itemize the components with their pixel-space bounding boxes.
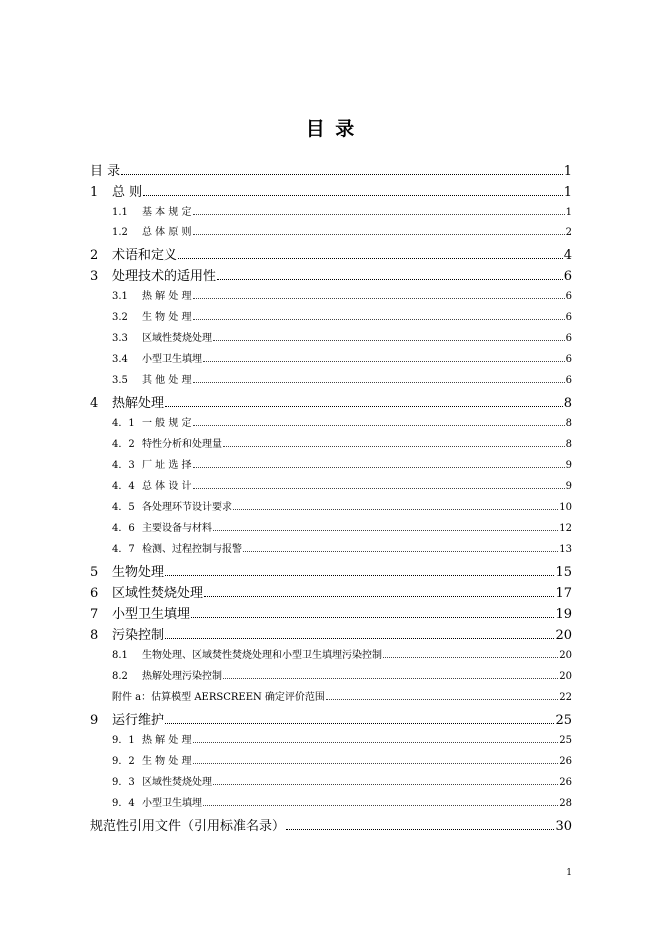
toc-entry-number: 4 [90, 396, 99, 411]
toc-entry [112, 329, 572, 345]
toc-entry-title: 生物处理、区域焚性焚烧处理和小型卫生填埋污染控制 [142, 650, 382, 661]
toc-entry-title: 区域性焚烧处理 [142, 777, 212, 788]
toc-entry-title: 区域性焚烧处理 [142, 333, 212, 344]
toc-entry-title: 规范性引用文件（引用标准名录） [90, 819, 286, 834]
toc-dot-leader [193, 318, 565, 320]
toc-entry-page: 26 [559, 756, 572, 767]
toc-entry-title: 主要设备与材料 [142, 523, 212, 534]
toc-entry [112, 773, 572, 789]
toc-entry-title: 运行维护 [112, 713, 165, 728]
toc-entry-title: 热 解 处 理 [142, 291, 192, 302]
toc-entry [112, 794, 572, 810]
toc-entry [112, 519, 572, 535]
toc-entry [112, 371, 572, 387]
toc-entry-title: 污染控制 [112, 628, 165, 643]
toc-entry [90, 244, 572, 264]
toc-entry-title: 生 物 处 理 [142, 312, 192, 323]
toc-entry-page: 1 [565, 207, 572, 218]
toc-entry-number: 2 [90, 248, 99, 263]
toc-entry-title: 热 解 处 理 [142, 735, 192, 746]
toc-entry [90, 815, 572, 835]
toc-entry-page: 8 [565, 439, 572, 450]
toc-dot-leader [243, 550, 558, 552]
toc-entry-number: 3.2 [112, 312, 128, 323]
toc-entry-title: 检测、过程控制与报警 [142, 544, 242, 555]
toc-dot-leader [193, 424, 565, 426]
toc-dot-leader [193, 741, 559, 743]
toc-entry-title: 处理技术的适用性 [112, 269, 217, 284]
toc-entry-page: 19 [555, 607, 572, 622]
toc-entry-page: 25 [555, 713, 572, 728]
toc-entry-number: 5 [90, 565, 99, 580]
toc-entry-page: 17 [555, 586, 572, 601]
toc-entry-number: 3.5 [112, 375, 128, 386]
toc-entry-number: 1.2 [112, 227, 128, 238]
toc-entry-title: 生 物 处 理 [142, 756, 192, 767]
toc-entry-number: 9．4 [112, 798, 135, 809]
toc-dot-leader [193, 466, 565, 468]
toc-dot-leader [213, 783, 558, 785]
toc-entry-title: 总 则 [112, 185, 143, 200]
toc-entry-title: 一 般 规 定 [142, 418, 192, 429]
toc-dot-leader [204, 595, 554, 597]
toc-entry-number: 4．1 [112, 418, 135, 429]
toc-entry-number: 3 [90, 269, 99, 284]
toc-entry [112, 308, 572, 324]
toc-entry-title: 小型卫生填埋 [112, 607, 191, 622]
toc-entry-number: 9．3 [112, 777, 135, 788]
toc-dot-leader [193, 487, 565, 489]
toc-entry-page: 9 [565, 481, 572, 492]
toc-entry-number: 4．6 [112, 523, 135, 534]
toc-entry-page: 9 [565, 460, 572, 471]
toc-entry [112, 435, 572, 451]
toc-entry-page: 26 [559, 777, 572, 788]
toc-entry-page: 1 [563, 185, 572, 200]
toc-entry-title: 小型卫生填埋 [142, 798, 202, 809]
toc-entry-title: 小型卫生填埋 [142, 354, 202, 365]
toc-entry [112, 498, 572, 514]
toc-entry-number: 1 [90, 185, 99, 200]
toc-entry-page: 6 [565, 375, 572, 386]
toc-dot-leader [178, 257, 563, 259]
toc-dot-leader [193, 297, 565, 299]
toc-entry-number: 9．1 [112, 735, 135, 746]
page-title: 目 录 [305, 118, 357, 140]
toc-entry-title: 总 体 原 则 [142, 227, 192, 238]
toc-entry [112, 223, 572, 239]
toc-dot-leader [223, 677, 558, 679]
toc-entry [90, 392, 572, 412]
toc-dot-leader [165, 405, 563, 407]
toc-entry-page: 22 [559, 692, 572, 703]
toc-entry [90, 561, 572, 581]
toc-entry [112, 731, 572, 747]
toc-dot-leader [121, 173, 563, 175]
toc-entry [112, 414, 572, 430]
toc-entry-page: 6 [565, 333, 572, 344]
toc-dot-leader [165, 574, 554, 576]
toc-dot-leader [143, 194, 563, 196]
toc-entry [112, 646, 572, 662]
toc-entry-page: 8 [563, 396, 572, 411]
toc-entry-page: 13 [559, 544, 572, 555]
toc-entry-page: 6 [565, 312, 572, 323]
toc-entry [112, 688, 572, 704]
toc-entry-number: 1.1 [112, 207, 128, 218]
toc-dot-leader [286, 828, 554, 830]
toc-entry-number: 4．2 [112, 439, 135, 450]
toc-entry-number: 6 [90, 586, 99, 601]
toc-dot-leader [193, 762, 559, 764]
toc-entry [90, 709, 572, 729]
page-number: 1 [566, 868, 572, 878]
toc-entry-number: 3.1 [112, 291, 128, 302]
toc-dot-leader [193, 233, 565, 235]
toc-entry-number: 4．7 [112, 544, 135, 555]
toc-entry [90, 582, 572, 602]
toc-entry [112, 287, 572, 303]
toc-entry-page: 30 [555, 819, 572, 834]
toc-entry-page: 20 [559, 650, 572, 661]
toc-entry [90, 624, 572, 644]
toc-entry-page: 6 [565, 354, 572, 365]
toc-dot-leader [193, 213, 565, 215]
toc-entry [112, 667, 572, 683]
toc-entry-title: 附件 a：估算模型 AERSCREEN 确定评价范围 [112, 692, 325, 703]
toc-entry-title: 热解处理 [112, 396, 165, 411]
toc-entry-title: 特性分析和处理量 [142, 439, 222, 450]
toc-entry-title: 其 他 处 理 [142, 375, 192, 386]
toc-entry [112, 350, 572, 366]
toc-dot-leader [213, 339, 565, 341]
toc-entry-page: 20 [555, 628, 572, 643]
toc-entry-title: 区域性焚烧处理 [112, 586, 204, 601]
toc-entry-title: 总 体 设 计 [142, 481, 192, 492]
toc-dot-leader [165, 637, 554, 639]
toc-entry [112, 477, 572, 493]
toc-dot-leader [233, 508, 558, 510]
toc-dot-leader [165, 722, 554, 724]
toc-entry-page: 1 [563, 164, 572, 179]
toc-entry-number: 3.3 [112, 333, 128, 344]
toc-entry-title: 各处理环节设计要求 [142, 502, 232, 513]
toc-dot-leader [203, 804, 558, 806]
toc-entry-page: 20 [559, 671, 572, 682]
toc-entry-title: 生物处理 [112, 565, 165, 580]
toc-entry [90, 181, 572, 201]
toc-entry-number: 3.4 [112, 354, 128, 365]
toc-entry-page: 6 [565, 291, 572, 302]
toc-dot-leader [213, 529, 558, 531]
toc-entry-page: 8 [565, 418, 572, 429]
toc-entry-page: 12 [559, 523, 572, 534]
toc-entry-number: 8.2 [112, 671, 128, 682]
toc-entry-page: 4 [563, 248, 572, 263]
toc-dot-leader [193, 381, 565, 383]
toc-entry-title: 厂 址 选 择 [142, 460, 192, 471]
toc-entry-number: 7 [90, 607, 99, 622]
toc-dot-leader [203, 360, 565, 362]
toc-entry-page: 25 [559, 735, 572, 746]
toc-entry [112, 203, 572, 219]
toc-entry-number: 9．2 [112, 756, 135, 767]
toc-entry-page: 6 [563, 269, 572, 284]
toc-dot-leader [383, 656, 558, 658]
toc-entry-number: 4．3 [112, 460, 135, 471]
toc-entry [90, 160, 572, 180]
toc-entry-page: 15 [555, 565, 572, 580]
toc-entry-number: 4．4 [112, 481, 135, 492]
toc-entry [112, 540, 572, 556]
toc-dot-leader [191, 616, 554, 618]
toc-entry [112, 456, 572, 472]
toc-entry [90, 265, 572, 285]
toc-entry [90, 603, 572, 623]
toc-entry-page: 10 [559, 502, 572, 513]
toc-dot-leader [223, 445, 565, 447]
toc-entry-number: 8.1 [112, 650, 128, 661]
toc-dot-leader [326, 698, 558, 700]
toc-entry-title: 热解处理污染控制 [142, 671, 222, 682]
toc-entry-title: 基 本 规 定 [142, 207, 192, 218]
toc-entry-title: 目 录 [90, 164, 121, 179]
toc-dot-leader [217, 278, 563, 280]
toc-entry-number: 4．5 [112, 502, 135, 513]
toc-entry-number: 9 [90, 713, 99, 728]
toc-entry [112, 752, 572, 768]
toc-entry-page: 2 [565, 227, 572, 238]
toc-entry-page: 28 [559, 798, 572, 809]
toc-entry-number: 8 [90, 628, 99, 643]
toc-entry-title: 术语和定义 [112, 248, 178, 263]
